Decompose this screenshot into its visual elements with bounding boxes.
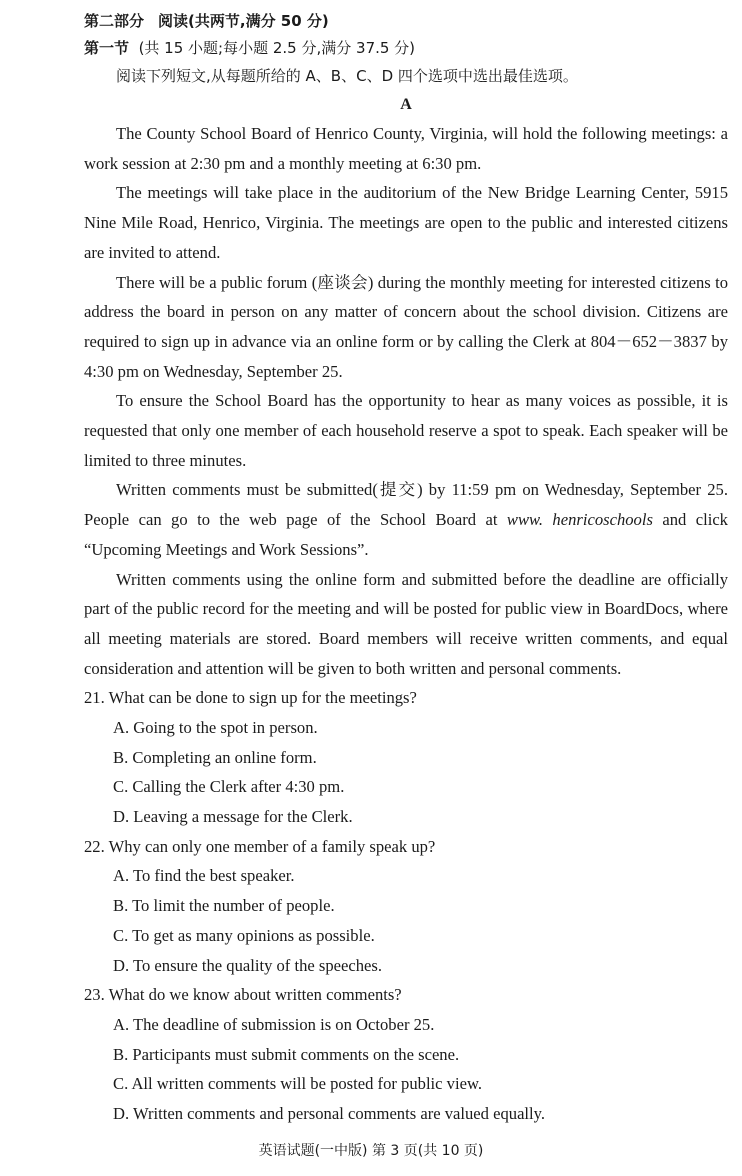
option-b: B. Completing an online form. (113, 747, 317, 767)
page-footer: 英语试题(一中版) 第 3 页(共 10 页) (258, 1143, 484, 1159)
part-label: 第二部分 (84, 12, 145, 30)
section-desc: (共 15 小题;每小题 2.5 分,满分 37.5 分) (138, 39, 416, 57)
passage-paragraph-4: To ensure the School Board has the opportunity to hear as many voices as possible, it is requested that only one member of each household reserve a spot to speak. Each speaker will be limited to three minutes. (84, 391, 728, 470)
passage-paragraph-2: The meetings will take place in the auditorium of the New Bridge Learning Center, 5915 Nine Mile Road, Henrico, Virginia. The meetings are open to the public and interested citizens are invited to attend. (84, 183, 728, 262)
question-22 (84, 832, 728, 980)
question-stem: 21. What can be done to sign up for the meetings? (84, 688, 417, 708)
question-list (84, 683, 728, 1128)
section-label: 第一节 (84, 39, 130, 57)
passage-paragraph-1: The County School Board of Henrico County, Virginia, will hold the following meetings: a work session at 2:30 pm and a monthly meeting at 6:30 pm. (84, 124, 728, 173)
passage-paragraph-5 (84, 475, 728, 564)
question-stem: 23. What do we know about written comments? (84, 985, 402, 1005)
option-d: D. Leaving a message for the Clerk. (113, 807, 353, 827)
school-board-url: www. henricoschools (506, 510, 653, 530)
p5-text-before: Written comments must be submitted(提交) by 11:59 pm on Wednesday, September 25. People can go to the web page of the School Board at (84, 480, 728, 530)
option-c: C. All written comments will be posted for public view. (113, 1074, 482, 1094)
question-23 (84, 980, 728, 1128)
option-a: A. Going to the spot in person. (113, 718, 318, 738)
passage-paragraph-6: Written comments using the online form and submitted before the deadline are officially part of the public record for the meeting and will be posted for public view in BoardDocs, where all meeting materials are stored. Board members will receive written comments, and equal consideration and attention will be given to both written and personal comments. (84, 569, 728, 678)
option-a: A. To find the best speaker. (113, 866, 295, 886)
passage-label: A (400, 96, 412, 113)
part-title: 阅读(共两节,满分 50 分) (158, 12, 329, 30)
part-header (84, 8, 728, 35)
question-stem: 22. Why can only one member of a family speak up? (84, 836, 436, 856)
section-header (84, 35, 728, 62)
option-c: C. To get as many opinions as possible. (113, 925, 375, 945)
option-d: D. To ensure the quality of the speeches. (113, 955, 383, 975)
option-d: D. Written comments and personal comments are valued equally. (113, 1103, 546, 1123)
instruction: 阅读下列短文,从每题所给的 A、B、C、D 四个选项中选出最佳选项。 (116, 67, 578, 85)
option-a: A. The deadline of submission is on October 25. (113, 1014, 435, 1034)
p5-text-after: and click “Upcoming Meetings and Work Sessions”. (84, 510, 728, 559)
question-21 (84, 683, 728, 831)
option-c: C. Calling the Clerk after 4:30 pm. (113, 777, 345, 797)
passage-paragraph-3: There will be a public forum (座谈会) during the monthly meeting for interested citizens to address the board in person on any matter of concern about the school division. Citizens are required to sign up in advance via an online form or by calling the Clerk at 804－652－3837 by 4:30 pm on Wednesday, September 25. (84, 272, 728, 381)
option-b: B. Participants must submit comments on the scene. (113, 1044, 460, 1064)
option-b: B. To limit the number of people. (113, 896, 335, 916)
